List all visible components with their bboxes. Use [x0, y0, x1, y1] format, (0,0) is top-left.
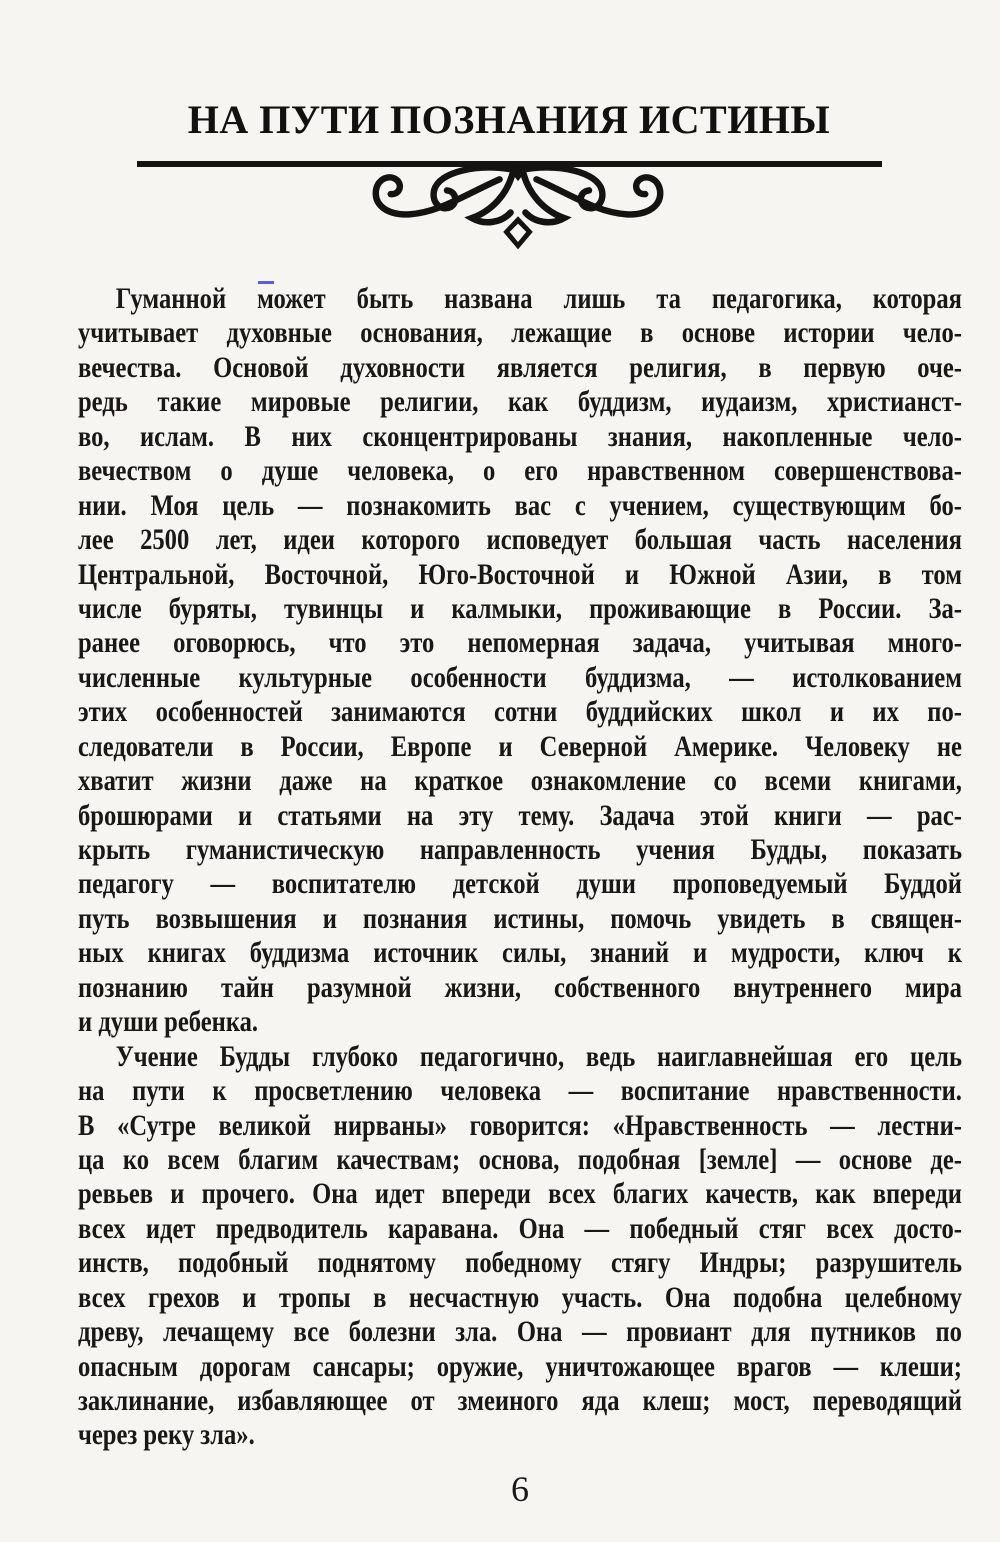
page-number: 6: [511, 1469, 529, 1509]
text-line: редь такие мировые религии, как буддизм, иудаизм, христианст-: [78, 385, 962, 419]
text-line: численные культурные особенности буддизма, — истолкованием: [78, 660, 962, 694]
text-line: опасным дорогам сансары; оружие, уничтожающее врагов — клеши;: [78, 1349, 962, 1383]
text-line: Учение Будды глубоко педагогично, ведь наиглавнейшая его цель: [115, 1039, 962, 1073]
text-line: Гуманной может быть названа лишь та педагогика, которая: [115, 282, 962, 315]
flourish-ornament-icon: [352, 164, 684, 250]
text-line: нии. Моя цель — познакомить вас с учением, существующим бо-: [78, 488, 962, 522]
paragraph-2: [78, 1040, 962, 1453]
text-line: всех грехов и тропы в несчастную участь. Она подобна целебному: [78, 1280, 962, 1314]
chapter-title: НА ПУТИ ПОЗНАНИЯ ИСТИНЫ: [187, 97, 831, 142]
text-line: крыть гуманистическую направленность учения Будды, показать: [78, 833, 962, 866]
text-line: хватит жизни даже на краткое ознакомление со всеми книгами,: [78, 764, 962, 798]
text-line: Центральной, Восточной, Юго-Восточной и Южной Азии, в том: [78, 557, 962, 591]
text-line: ца ко всем благим качествам; основа, подобная [земле] — основе де-: [78, 1142, 962, 1176]
text-line: познанию тайн разумной жизни, собственного внутреннего мира: [78, 970, 962, 1004]
text-line: этих особенностей занимаются сотни буддийских школ и их по-: [78, 695, 962, 729]
text-line: заклинание, избавляющее от змеиного яда клеш; мост, переводящий: [78, 1384, 962, 1417]
text-line: педагогу — воспитателю детской души проповедуемый Буддой: [78, 867, 962, 901]
text-line: через реку зла».: [78, 1418, 255, 1452]
text-line: лее 2500 лет, идеи которого исповедует большая часть населения: [78, 523, 962, 557]
text-line: учитывает духовные основания, лежащие в основе истории чело-: [78, 316, 962, 350]
text-line: числе буряты, тувинцы и калмыки, проживающие в России. За-: [78, 591, 962, 625]
text-line: во, ислам. В них сконцентрированы знания, накопленные чело-: [78, 419, 962, 453]
text-line: на пути к просветлению человека — воспитание нравственности.: [78, 1074, 962, 1108]
text-line: древу, лечащему все болезни зла. Она — провиант для путников по: [78, 1315, 962, 1349]
text-line: инств, подобный поднятому победному стягу Индры; разрушитель: [78, 1246, 962, 1280]
text-line: ревьев и прочего. Она идет впереди всех благих качеств, как впереди: [78, 1177, 962, 1211]
text-line: вечества. Основой духовности является религия, в первую оче-: [78, 350, 962, 384]
paragraph-1: [78, 282, 962, 1040]
text-line: всех идет предводитель каравана. Она — победный стяг всех досто-: [78, 1211, 962, 1245]
text-line: вечеством о душе человека, о его нравственном совершенствова-: [78, 454, 962, 488]
body-text: [78, 282, 962, 1453]
text-line: путь возвышения и познания истины, помочь увидеть в священ-: [78, 901, 962, 935]
text-line: следователи в России, Европе и Северной Америке. Человеку не: [78, 729, 962, 763]
text-line: В «Сутре великой нирваны» говорится: «Нравственность — лестни-: [78, 1108, 962, 1142]
text-line: брошюрами и статьями на эту тему. Задача этой книги — рас-: [78, 798, 962, 832]
text-line: ных книгах буддизма источник силы, знаний и мудрости, ключ к: [78, 936, 962, 970]
text-line: и души ребенка.: [78, 1005, 259, 1039]
text-line: ранее оговорюсь, что это непомерная задача, учитывая много-: [78, 626, 962, 660]
